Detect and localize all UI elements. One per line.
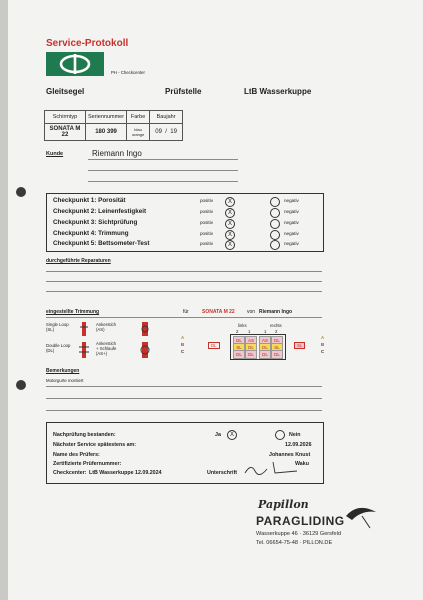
col-number: 2 <box>236 329 239 334</box>
phi-logo <box>46 52 104 76</box>
tester-value: Johannes Knust <box>269 452 311 458</box>
negative-checkbox[interactable] <box>270 230 280 240</box>
remarks-line <box>46 410 322 411</box>
repairs-line <box>46 281 322 282</box>
positive-checkbox[interactable]: X <box>225 208 235 218</box>
negative-label: negativ <box>284 209 299 214</box>
negative-checkbox[interactable] <box>270 219 280 229</box>
spec-header: Schirmtyp <box>45 111 86 124</box>
row-letter-c: C <box>181 349 185 354</box>
checkpoint-label: Checkpunkt 1: Porosität <box>53 197 126 204</box>
kunde-line <box>88 170 238 171</box>
positive-checkbox[interactable]: X <box>225 240 235 250</box>
spec-header: Farbe <box>127 111 150 124</box>
rechts-label: rechts <box>270 323 282 328</box>
punch-hole <box>16 187 26 197</box>
row-letter-c: C <box>321 349 325 354</box>
trim-grid <box>230 334 286 360</box>
trim-cell: SL <box>233 343 245 352</box>
page-title: Service-Protokoll <box>46 38 129 49</box>
positive-label: positiv <box>200 220 214 225</box>
trim-cell: AS <box>245 336 257 345</box>
repairs-line <box>46 271 322 272</box>
single-loop-label: Single Loop (SL) <box>46 322 69 332</box>
row-letter-a: A <box>181 335 185 340</box>
checkpoint-row <box>53 208 323 219</box>
col-number: 1 <box>248 329 251 334</box>
positive-checkbox[interactable]: X <box>225 197 235 207</box>
trim-cell: DL <box>271 350 283 359</box>
trim-cell: DL <box>245 350 257 359</box>
negative-label: negativ <box>284 241 299 246</box>
paraglider-wing-icon <box>344 502 378 530</box>
row-letter-b: B <box>181 342 185 347</box>
next-service-value: 12.09.2026 <box>285 442 312 448</box>
kunde-value: Riemann Ingo <box>92 149 142 158</box>
repairs-label: durchgeführte Reparaturen <box>46 258 111 264</box>
nein-label: Nein <box>289 432 301 438</box>
links-label: links <box>238 323 247 328</box>
double-loop-label: Double Loop (DL) <box>46 343 71 353</box>
stamp-brand: PARAGLIDING <box>256 514 345 528</box>
checkcenter-value: LtB Wasserkuppe 12.09.2024 <box>89 470 162 476</box>
trim-cell: DL <box>233 350 245 359</box>
checkpoint-label: Checkpunkt 2: Leinenfestigkeit <box>53 208 147 215</box>
checkpoint-label: Checkpunkt 3: Sichtprüfung <box>53 219 138 226</box>
positive-label: positiv <box>200 198 214 203</box>
positive-label: positiv <box>200 209 214 214</box>
remarks-text: Motorgurte montiert <box>46 378 84 383</box>
trim-cell: DL <box>233 336 245 345</box>
trimming-owner: Riemann Ingo <box>259 309 293 315</box>
spec-header: Seriennummer <box>86 111 127 124</box>
col-number: 2 <box>275 329 278 334</box>
stamp-address: Wasserkuppe 46 · 36129 Gersfeld <box>256 531 341 537</box>
checkcenter-label: Checkcenter: <box>53 470 87 476</box>
signature-mark <box>243 459 303 477</box>
passed-label: Nachprüfung bestanden: <box>53 432 116 438</box>
spec-value-color: blau orange <box>127 124 150 141</box>
stamp-phone: Tel. 06654-75-48 · PILLON.DE <box>256 540 333 546</box>
anker-label: Ankerstich (AS) <box>96 322 117 332</box>
double-loop-icon <box>76 341 92 359</box>
trim-cell: SL <box>271 343 283 352</box>
row-letter-b: B <box>321 342 325 347</box>
cert-label: Zertifizierte Prüfernummer: <box>53 461 122 467</box>
ja-checkbox[interactable]: X <box>227 430 237 440</box>
cert-value: Waku <box>295 461 309 467</box>
pruefstelle-label: Prüfstelle <box>165 87 202 96</box>
row-letter-a: A <box>321 335 325 340</box>
pruefstelle-value: LtB Wasserkuppe <box>244 87 312 96</box>
spec-value-year: 09 / 19 <box>150 124 183 141</box>
punch-hole <box>16 380 26 390</box>
signature-label: Unterschrift <box>207 470 238 476</box>
col-number: 1 <box>264 329 267 334</box>
negative-label: negativ <box>284 231 299 236</box>
negative-label: negativ <box>284 220 299 225</box>
checkpoint-row <box>53 219 323 230</box>
negative-checkbox[interactable] <box>270 197 280 207</box>
negative-checkbox[interactable] <box>270 240 280 250</box>
gleitsegel-label: Gleitsegel <box>46 87 85 96</box>
trimming-fuer: für <box>183 309 189 315</box>
remarks-label: Bemerkungen <box>46 368 80 374</box>
protocol-sheet <box>8 0 423 600</box>
left-trim-tag: DL <box>208 342 220 349</box>
single-loop-icon <box>76 321 92 337</box>
trimming-glider: SONATA M 22 <box>202 309 235 315</box>
stamp-brand-script: Papillon <box>258 498 309 511</box>
nein-checkbox[interactable] <box>275 430 285 440</box>
trim-cell: DL <box>271 336 283 345</box>
remarks-line <box>46 398 322 399</box>
positive-checkbox[interactable]: X <box>225 219 235 229</box>
ja-label: Ja <box>215 432 221 438</box>
company-stamp <box>246 498 396 558</box>
positive-label: positiv <box>200 231 214 236</box>
kunde-line <box>88 181 238 182</box>
tester-label: Name des Prüfers: <box>53 452 100 458</box>
trim-cell: DL <box>259 350 271 359</box>
trimming-von: von <box>247 309 256 315</box>
phi-logo-icon <box>46 52 104 76</box>
positive-label: positiv <box>200 241 214 246</box>
kunde-underline <box>88 159 238 160</box>
result-box <box>46 422 324 484</box>
checkpoint-row <box>53 197 323 208</box>
positive-checkbox[interactable]: X <box>225 230 235 240</box>
repairs-line <box>46 291 322 292</box>
checkpoint-label: Checkpunkt 4: Trimmung <box>53 230 129 237</box>
logo-caption: PH - Checkcenter <box>111 70 145 75</box>
negative-checkbox[interactable] <box>270 208 280 218</box>
anchor-hitch-loop-icon <box>137 341 153 359</box>
trim-cell: DL <box>245 343 257 352</box>
anker-plus-label: Ankerstich + Schlaufe (AS+) <box>96 341 117 356</box>
next-service-label: Nächster Service spätestens am: <box>53 442 137 448</box>
spec-value-type: SONATA M 22 <box>45 124 86 141</box>
right-trim-tag: SL <box>294 342 305 349</box>
checkpoint-label: Checkpunkt 5: Bettsometer-Test <box>53 240 150 247</box>
checkpoint-row <box>53 240 323 251</box>
spec-header: Baujahr <box>150 111 183 124</box>
anchor-hitch-icon <box>137 321 153 337</box>
remarks-line <box>46 386 322 387</box>
spec-table <box>44 110 183 141</box>
kunde-label: Kunde <box>46 151 64 157</box>
trimming-label: eingestellte Trimmung <box>46 309 100 315</box>
trim-cell: AS <box>259 336 271 345</box>
negative-label: negativ <box>284 198 299 203</box>
checkpoint-box <box>46 193 324 252</box>
trim-cell: DL <box>259 343 271 352</box>
spec-value-serial: 180 399 <box>86 124 127 141</box>
trimming-line <box>46 317 322 318</box>
